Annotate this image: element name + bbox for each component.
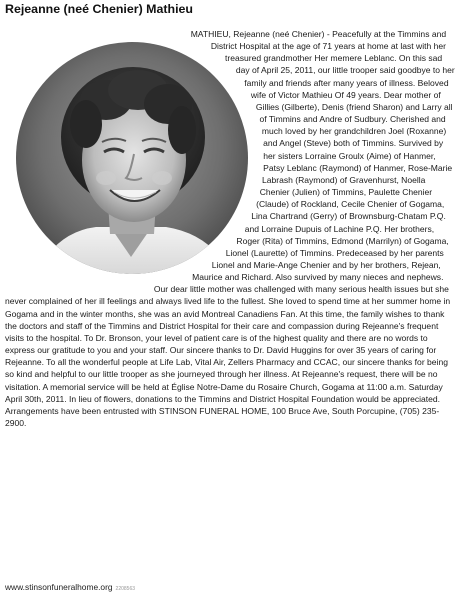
footer-code: 2208563 (115, 586, 136, 592)
photo-wrap-spacer (5, 28, 264, 284)
page-title: Rejeanne (neé Chenier) Mathieu (5, 2, 193, 16)
footer (5, 582, 135, 592)
obituary-body: MATHIEU, Rejeanne (neé Chenier) - Peacefully at the Timmins and District Hospital at the age of 71 years at home at last with her treasured grandmother Her memere Leblanc. On this sad day of April 25, 2011, our little trooper said goodbye to her family and friends after many years of illness. Beloved wife of Victor Mathieu Of 49 years. Dear mother of Gillies (Gilberte), Denis (friend Sharon) and Larry all of Timmins and Andre of Sudbury. Cherished and much loved by her grandchildren Joel (Roxanne) and Angel (Steve) both of Timmins. Survived by her sisters Lorraine Groulx (Aime) of Hanmer, Patsy Leblanc (Raymond) of Hanmer, Rose-Marie Labrash (Raymond) of Gravenhurst, Noella Chenier (Julien) of Timmins, Paulette Chenier (Claude) of Rockland, Cecile Chenier of Gogama, Lina Chartrand (Gerry) of Brownsburg-Chatam P.Q. and Lorraine Dupuis of Lachine P.Q. Her brothers, Roger (Rita) of Timmins, Edmond (Marrilyn) of Gogama, Lionel (Laurette) of Timmins. Predeceased by her parents Lionel and Marie-Ange Chenier and by her brothers, Rejean, Maurice and Richard. Also survived by many nieces and nephews. Our dear little mother was challenged with many serious health issues but she never complained of her ill feelings and always lived life to the fullest. She loved to spend time at her summer home in Gogama and in the winter months, she was an avid Montreal Canadiens Fan. At this time, the family wishes to thank the doctors and staff of the Timmins and District Hospital for their care and compassion during Rejeanne's frequent visits to the hospital. To Dr. Bronson, your level of patient care is of the highest quality and there are no words to express our gratitude to you and your staff. Our sincere thanks to Dr. David Huggins for over 35 years of caring for Rejeanne. To all the wonderful people at Life Lab, Vital Air, Zellers Pharmacy and CCAC, our sincere thanks for being so kind and helpful to our little trooper as she journeyed through her illness. At Rejeanne's request, there will be no visitation. A memorial service will be held at Église Notre-Dame du Rosaire Church, Gogama at 11:00 a.m. Saturday April 30th, 2011. In lieu of flowers, donations to the Timmins and District Hospital Foundation would be appreciated. Arrangements have been entrusted with STINSON FUNERAL HOME, 100 Bruce Ave, South Porcupine, (705) 235-2900. (5, 29, 455, 428)
obituary-text (5, 28, 457, 429)
funeral-home-link[interactable]: www.stinsonfuneralhome.org (5, 582, 113, 592)
